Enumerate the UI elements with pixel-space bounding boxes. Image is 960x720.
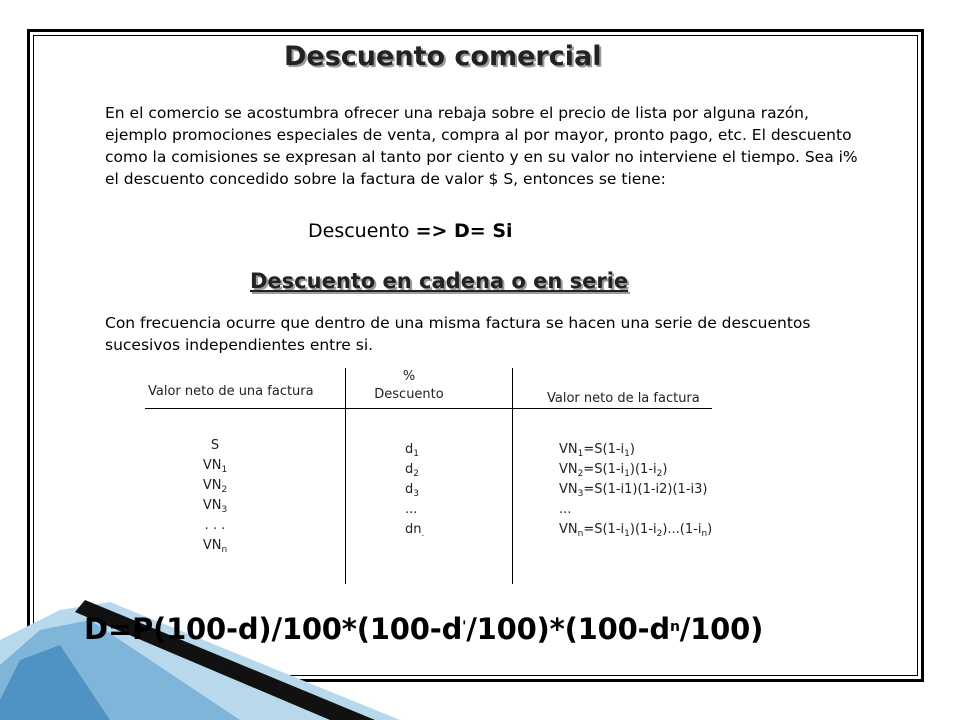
cell-d3: $d_3$ [405, 482, 419, 499]
chain-discount-formula: $D=P(100-d)/100*(100-d'/100)*(100-d^n/100)$ [84, 612, 764, 646]
cell-vn1: $VN_1$ [202, 458, 228, 475]
formula-expression: => D= Si [415, 220, 513, 242]
cell-vnn-formula: $VN_n=S(1-i_1)(1-i_2)...(1-i_n)$ [559, 522, 713, 539]
cell-vn2-formula: $VN_2=S(1-i_1)(1-i_2)$ [559, 462, 668, 479]
cell-vnn: $VN_n$ [202, 538, 228, 555]
cell-dots: . . . [204, 518, 226, 533]
main-title: Descuento comercial [284, 41, 602, 72]
header-percent: % [402, 369, 416, 384]
header-net-value-invoice: Valor neto de una factura [148, 384, 314, 399]
cell-s: S [210, 438, 220, 453]
cell-dn: $dn_.$ [405, 522, 425, 539]
cell-ellipsis-result: ... [559, 502, 572, 517]
header-discount: Descuento [374, 387, 444, 402]
chain-paragraph: Con frecuencia ocurre que dentro de una misma factura se hacen una serie de descuentos sucesivos independientes entre si. [105, 314, 811, 354]
cell-d1: $d_1$ [405, 442, 419, 459]
cell-vn3-formula: $VN_3=S(1-i1)(1-i2)(1-i3)$ [559, 482, 708, 499]
cell-vn2: $VN_2$ [202, 478, 228, 495]
cell-vn1-formula: $VN_1=S(1-i_1)$ [559, 442, 635, 459]
cell-d2: $d_2$ [405, 462, 419, 479]
header-net-value-result: Valor neto de la factura [547, 391, 700, 406]
chain-title: Descuento en cadena o en serie [250, 269, 629, 293]
cell-vn3: $VN_3$ [202, 498, 228, 515]
formula-label: Descuento [308, 220, 416, 242]
cell-ellipsis: ... [405, 502, 418, 517]
intro-paragraph: En el comercio se acostumbra ofrecer una rebaja sobre el precio de lista por alguna razón, ejemplo promociones especiales de venta, compra al por mayor, pronto pago, etc. El descuento como la comisiones se expresan al tanto por ciento y en su valor no interviene el tiempo. Sea i% el descuento concedido sobre la factura de valor $ S, entonces se tiene: [105, 104, 858, 188]
